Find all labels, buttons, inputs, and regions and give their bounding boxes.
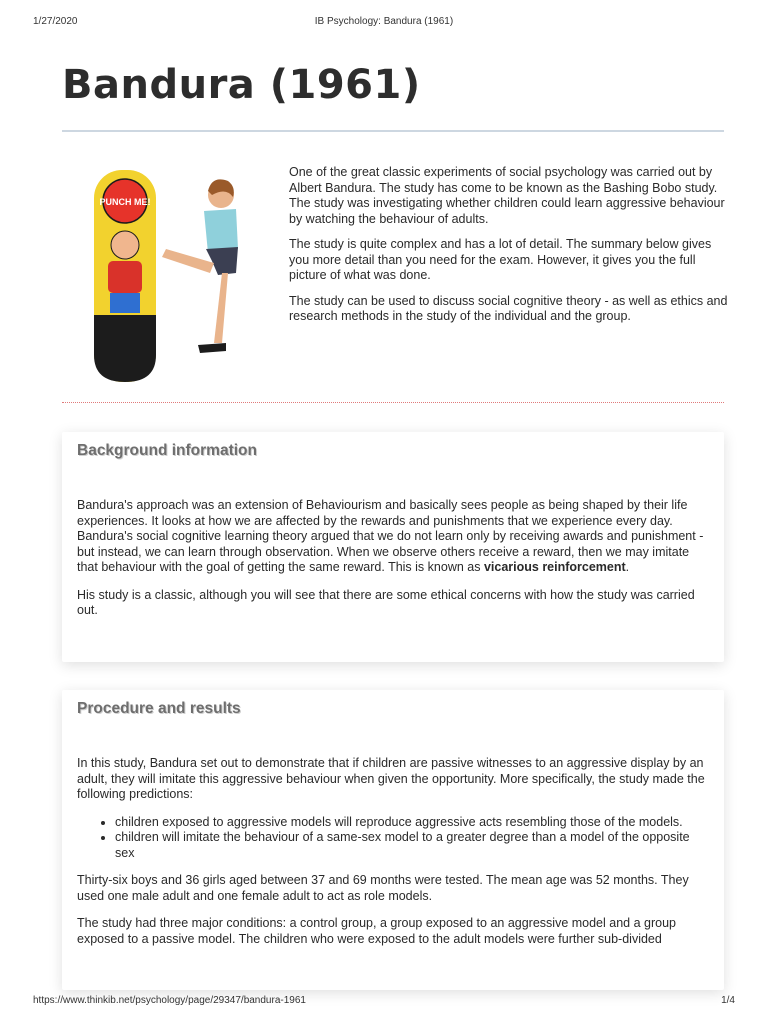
section-heading: Background information — [77, 442, 257, 459]
bobo-doll-base — [94, 315, 156, 382]
section-heading: Procedure and results — [77, 700, 241, 717]
page-url: https://www.thinkib.net/psychology/page/29347/bandura-1961 — [33, 995, 306, 1006]
clown-pants — [110, 293, 140, 313]
body-paragraph — [77, 498, 709, 576]
paragraph-text: Bandura's approach was an extension of Behaviourism and basically sees people as being shaped by their life experiences. It looks at how we are affected by the rewards and punishments that we experience every day. Bandura's social cognitive learning theory argued that we do not learn only by receiving awards and punishment - but instead, we can learn through observation. When we observe others receive a reward, then we may imitate that behaviour with the goal of getting the same reward. This is known as — [77, 498, 704, 574]
body-paragraph: The study had three major conditions: a control group, a group exposed to an aggressive model and a group exposed to a passive model. The children who were exposed to the adult models were further sub-divided — [77, 916, 676, 946]
section-body — [77, 498, 709, 631]
clown-shirt — [108, 261, 142, 293]
procedure-and-results-card — [62, 690, 724, 990]
bobo-doll-kick-illustration — [86, 165, 246, 387]
section-divider — [62, 402, 724, 403]
page-title: Bandura (1961) — [62, 62, 421, 108]
clown-face — [111, 231, 139, 259]
paragraph-text: . — [625, 560, 630, 574]
list-item: • children exposed to aggressive models will reproduce aggressive acts resembling those of the models. — [115, 815, 709, 831]
intro-paragraph: The study can be used to discuss social cognitive theory - as well as ethics and research methods in the study of the individual and the group. — [289, 293, 728, 323]
predictions-list — [77, 815, 709, 862]
list-item: • children will imitate the behaviour of a same-sex model to a greater degree than a model of the opposite sex — [115, 830, 709, 861]
body-paragraph: In this study, Bandura set out to demonstrate that if children are passive witnesses to an aggressive display by an adult, they will imitate this aggressive behaviour when given the opportunity. More specifically, the study made the following predictions: — [77, 756, 705, 801]
print-header — [0, 16, 768, 32]
body-paragraph: His study is a classic, although you will see that there are some ethical concerns with how the study was carried out. — [77, 587, 695, 617]
key-term: vicarious reinforcement — [483, 560, 626, 574]
child-shirt — [204, 209, 238, 253]
child-shoe — [198, 343, 226, 353]
title-divider — [62, 130, 724, 132]
print-date: 1/27/2020 — [33, 16, 78, 27]
body-paragraph: Thirty-six boys and 36 girls aged between 37 and 69 months were tested. The mean age was 52 months. They used one male adult and one female adult to act as role models. — [77, 873, 689, 903]
intro-paragraph: One of the great classic experiments of social psychology was carried out by Albert Bandura. The study has come to be known as the Bashing Bobo study. The study was investigating whether children could learn aggressive behaviour by watching the behaviour of adults. — [289, 165, 725, 226]
child-kicking-leg — [162, 249, 214, 273]
page-number: 1/4 — [721, 995, 735, 1006]
print-document-title: IB Psychology: Bandura (1961) — [314, 16, 454, 27]
background-information-card — [62, 432, 724, 662]
section-body — [77, 756, 709, 959]
child-standing-leg — [214, 273, 228, 343]
intro-paragraph: The study is quite complex and has a lot of detail. The summary below gives you more detail than you need for the exam. However, it gives you the full picture of what was done. — [289, 237, 712, 282]
punch-me-text: PUNCH ME! — [99, 197, 151, 207]
intro-text — [289, 165, 729, 335]
